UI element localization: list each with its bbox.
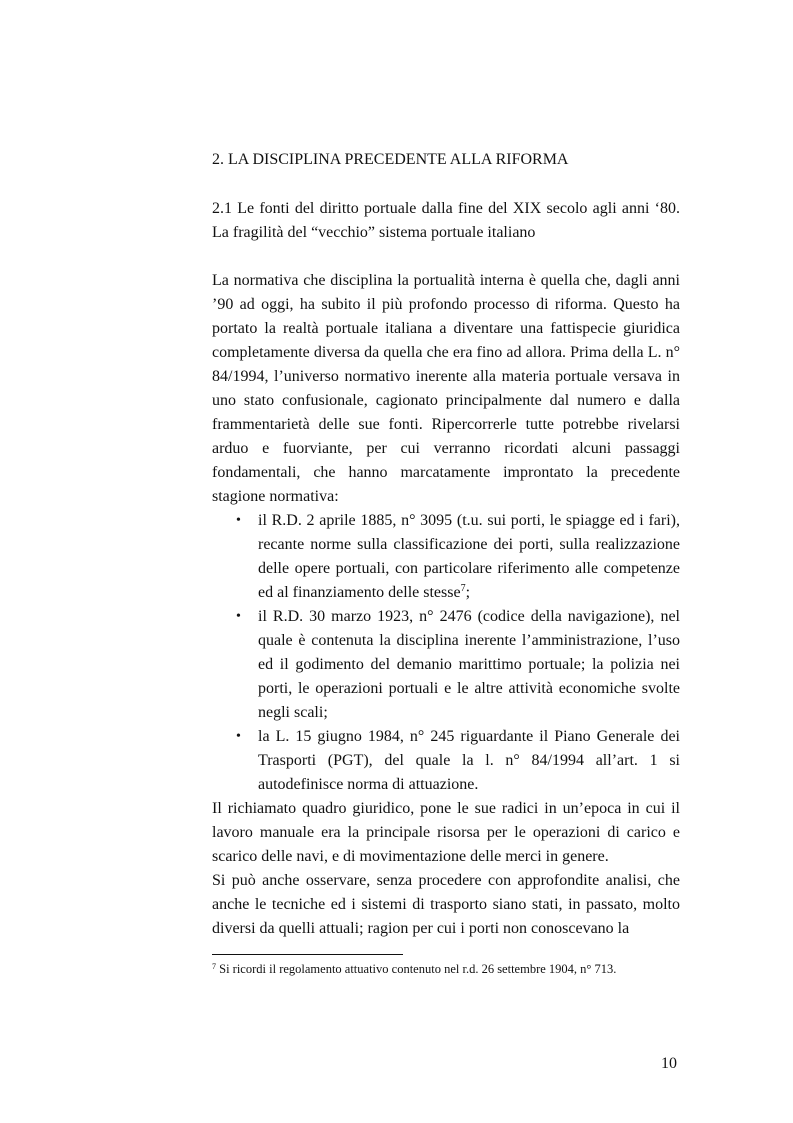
section-heading-line-1: 2.1 Le fonti del diritto portuale dalla fine del XIX secolo agli anni ‘80. bbox=[212, 200, 680, 217]
bullet-icon: • bbox=[236, 609, 241, 624]
bullet-icon: • bbox=[236, 729, 241, 744]
chapter-title: 2. LA DISCIPLINA PRECEDENTE ALLA RIFORMA bbox=[212, 151, 569, 168]
list-item-end: ; bbox=[465, 584, 471, 601]
bullet-list bbox=[212, 509, 680, 797]
footnote bbox=[212, 961, 616, 977]
footnote-ref: 7 bbox=[460, 583, 466, 594]
list-item bbox=[212, 509, 680, 605]
list-item-text: il R.D. 30 marzo 1923, n° 2476 (codice della navigazione), nel quale è contenuta la disciplina inerente l’amministrazione, l’uso ed il godimento del demanio marittimo portuale; la polizia nei porti, le operazioni portuali e le altre attività economiche svolte negli scali; bbox=[258, 608, 680, 721]
list-item-text: il R.D. 2 aprile 1885, n° 3095 (t.u. sui porti, le spiagge ed i fari), recante norme sulla classificazione dei porti, sulla realizzazione delle opere portuali, con particolare riferimento alle competenze ed al finanziamento delle stesse bbox=[258, 512, 680, 601]
list-item bbox=[212, 725, 680, 797]
body-text bbox=[212, 269, 680, 941]
intro-paragraph: La normativa che disciplina la portualità interna è quella che, dagli anni ’90 ad oggi, ha subito il più profondo processo di riforma. Questo ha portato la realtà portuale italiana a diventare una fattispecie giuridica completamente diversa da quella che era fino ad allora. Prima della L. n° 84/1994, l’universo normativo inerente alla materia portuale versava in uno stato confusionale, cagionato principalmente dal numero e dalla frammentarietà delle sue fonti. Ripercorrerle tutte potrebbe rivelarsi arduo e fuorviante, per cui verranno ricordati alcuni passaggi fondamentali, che hanno marcatamente improntato la precedente stagione normativa: bbox=[212, 272, 680, 505]
footnote-number: 7 bbox=[212, 962, 216, 971]
list-item bbox=[212, 605, 680, 725]
footnote-divider bbox=[212, 954, 403, 955]
paragraph-2: Il richiamato quadro giuridico, pone le sue radici in un’epoca in cui il lavoro manuale era la principale risorsa per le operazioni di carico e scarico delle navi, e di movimentazione delle merci in genere. bbox=[212, 800, 680, 865]
section-heading bbox=[212, 197, 680, 245]
paragraph-3: Si può anche osservare, senza procedere con approfondite analisi, che anche le tecniche ed i sistemi di trasporto siano stati, in passato, molto diversi da quelli attuali; ragion per cui i porti non conoscevano la bbox=[212, 872, 680, 937]
bullet-icon: • bbox=[236, 513, 241, 528]
footnote-text: Si ricordi il regolamento attuativo contenuto nel r.d. 26 settembre 1904, n° 713. bbox=[216, 962, 617, 976]
list-item-text: la L. 15 giugno 1984, n° 245 riguardante il Piano Generale dei Trasporti (PGT), del quale la l. n° 84/1994 all’art. 1 si autodefinisce norma di attuazione. bbox=[258, 728, 680, 793]
section-heading-line-2: La fragilità del “vecchio” sistema portuale italiano bbox=[212, 224, 536, 241]
page-number: 10 bbox=[661, 1055, 677, 1072]
